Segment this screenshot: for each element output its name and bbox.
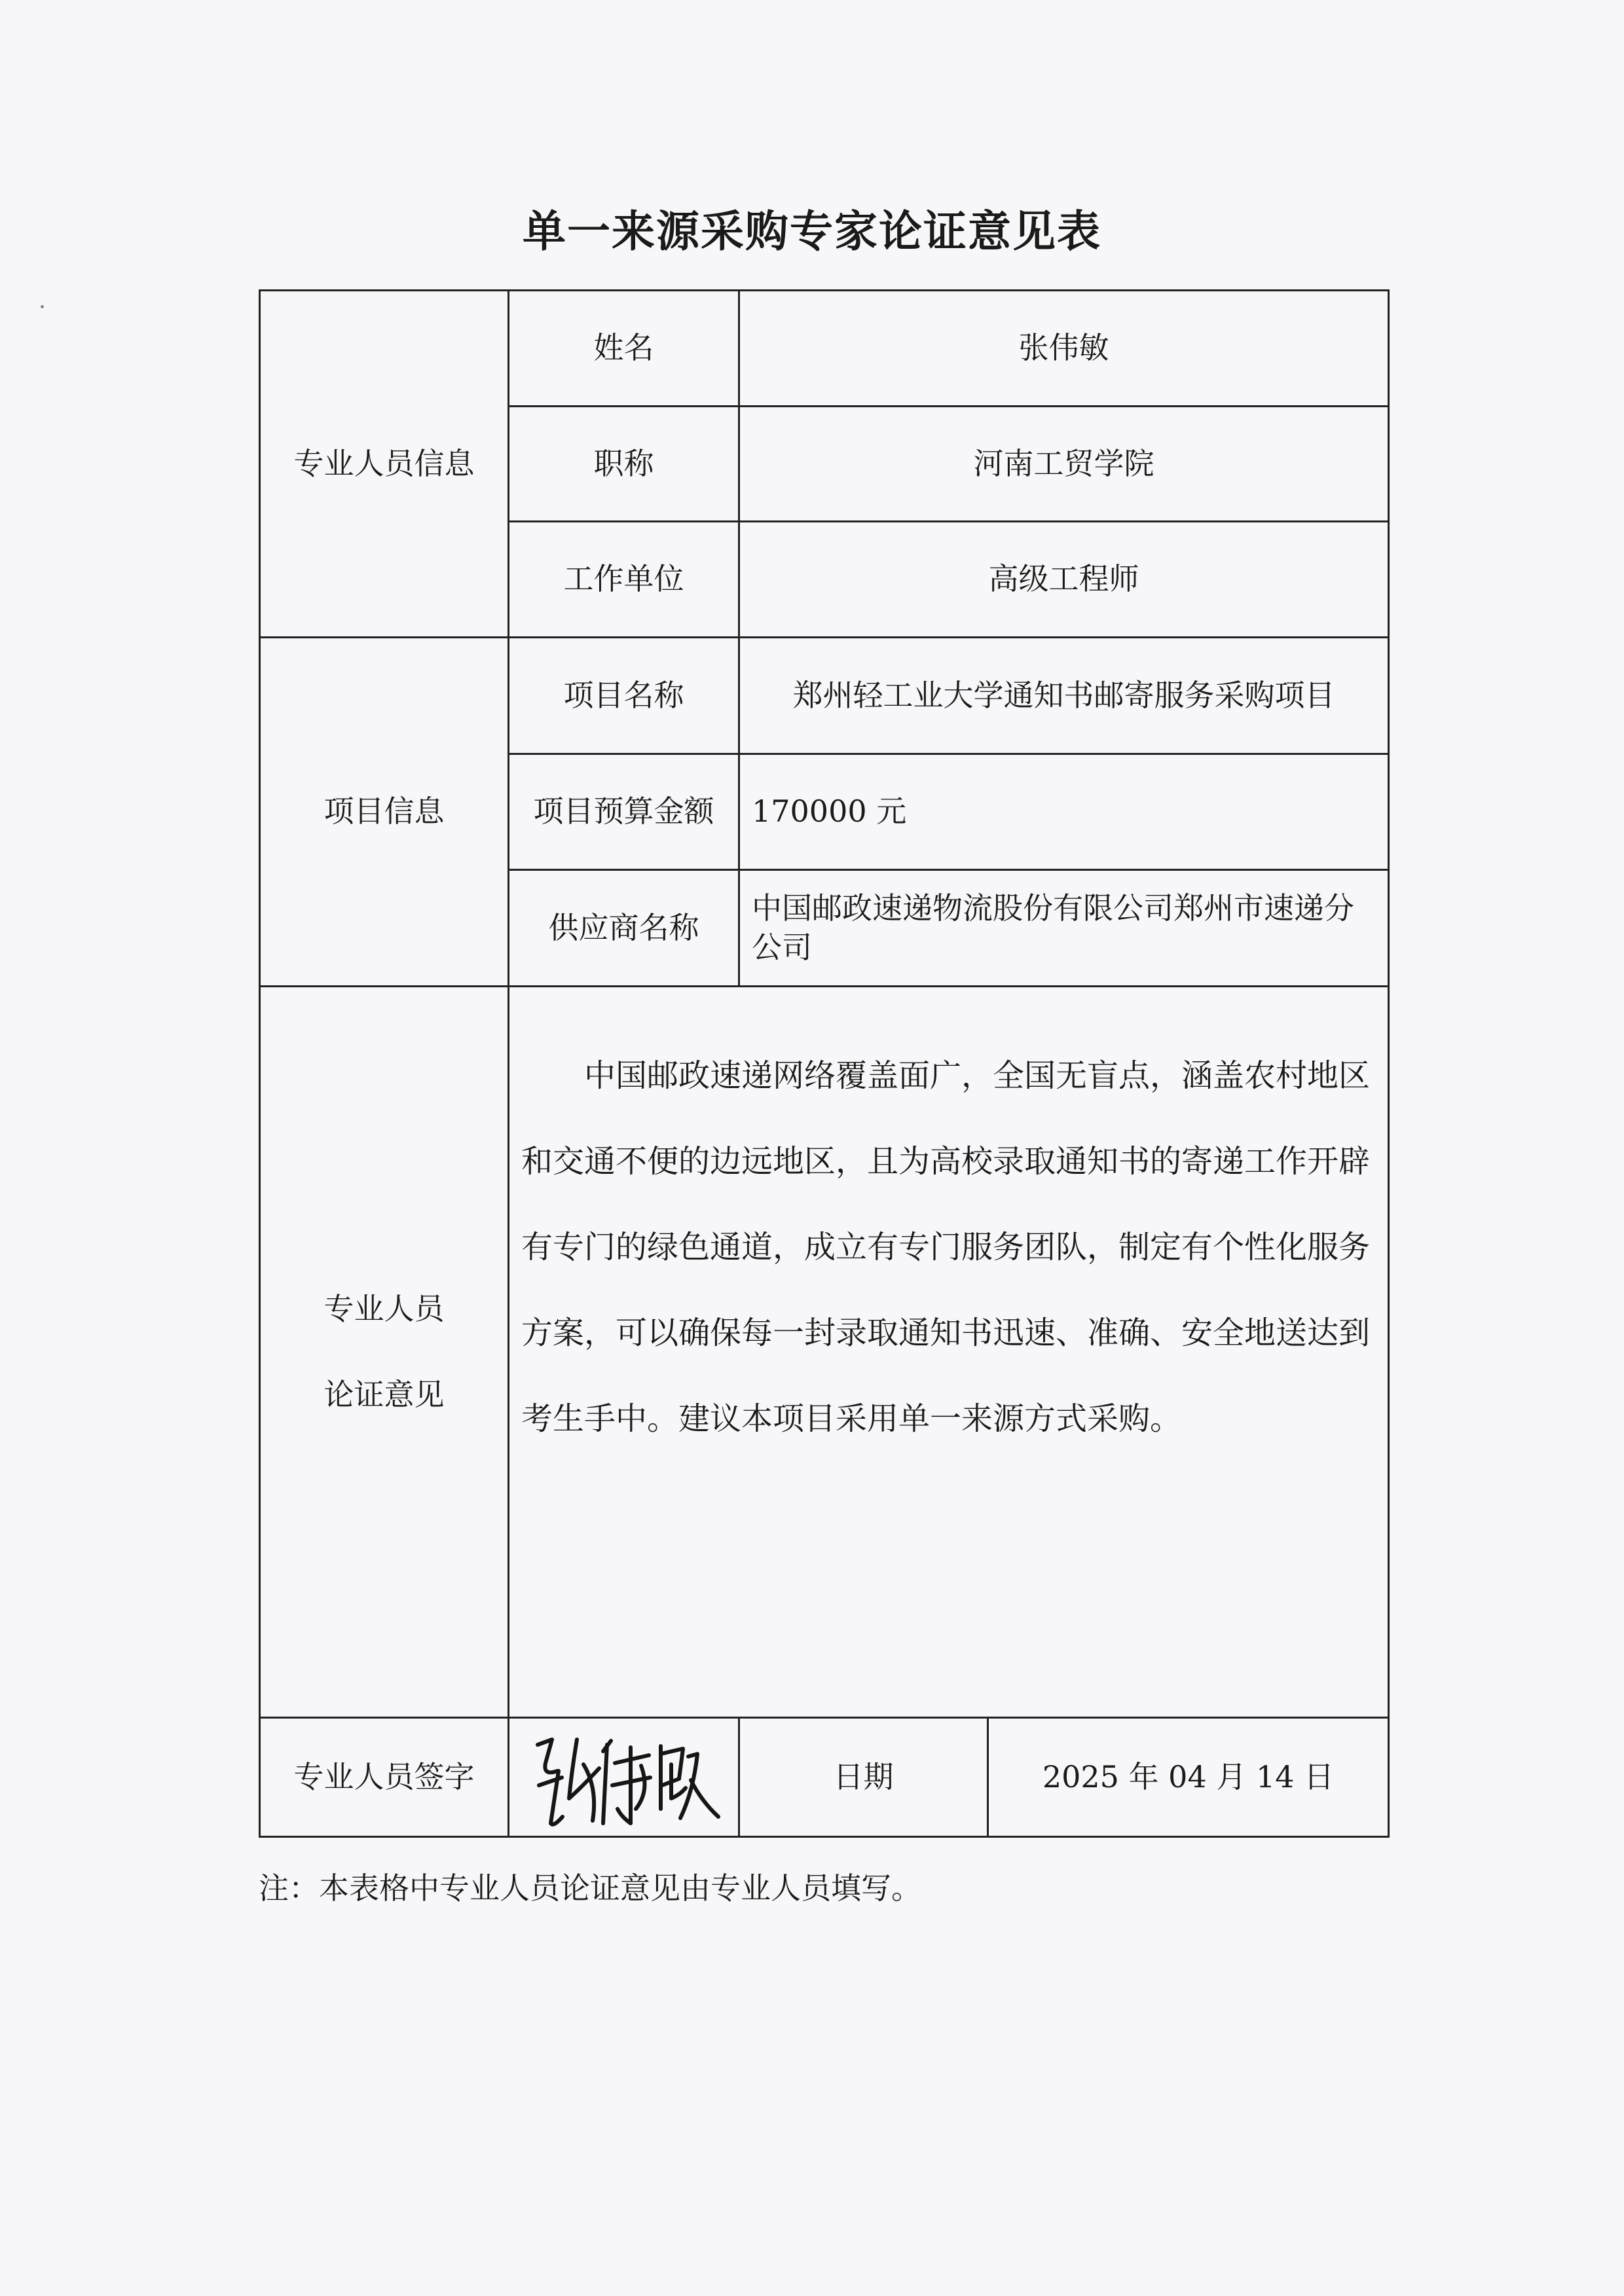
signature-scrawl-icon	[526, 1725, 722, 1830]
footnote: 注：本表格中专业人员论证意见由专业人员填写。	[259, 1870, 921, 1906]
job-title-label: 职称	[509, 407, 739, 522]
page-title: 单一来源采购专家论证意见表	[523, 206, 1101, 257]
scan-speck	[41, 305, 44, 308]
opinion-label-line2: 论证意见	[323, 1377, 445, 1412]
budget-label: 项目预算金额	[509, 754, 739, 870]
name-value: 张伟敏	[739, 291, 1389, 407]
employer-label: 工作单位	[509, 522, 739, 638]
project-section-label: 项目信息	[260, 638, 509, 987]
supplier-label: 供应商名称	[509, 870, 739, 987]
job-title-value: 河南工贸学院	[739, 407, 1389, 522]
opinion-label	[260, 987, 509, 1718]
employer-value: 高级工程师	[739, 522, 1389, 638]
opinion-label-line1: 专业人员	[323, 1291, 445, 1326]
project-name-label: 项目名称	[509, 638, 739, 754]
name-label: 姓名	[509, 291, 739, 407]
date-label: 日期	[739, 1718, 988, 1837]
budget-value: 170000 元	[739, 754, 1389, 870]
handwritten-signature	[509, 1718, 739, 1837]
signature-label: 专业人员签字	[260, 1718, 509, 1837]
expert-opinion-form	[259, 289, 1390, 1838]
supplier-value: 中国邮政速递物流股份有限公司郑州市速递分公司	[739, 870, 1389, 987]
project-name-value: 郑州轻工业大学通知书邮寄服务采购项目	[739, 638, 1389, 754]
personnel-section-label: 专业人员信息	[260, 291, 509, 638]
opinion-text: 中国邮政速递网络覆盖面广，全国无盲点，涵盖农村地区和交通不便的边远地区，且为高校录取通知书的寄递工作开辟有专门的绿色通道，成立有专门服务团队，制定有个性化服务方案，可以确保每一封录取通知书迅速、准确、安全地送达到考生手中。建议本项目采用单一来源方式采购。	[509, 987, 1389, 1718]
date-value: 2025 年 04 月 14 日	[988, 1718, 1389, 1837]
